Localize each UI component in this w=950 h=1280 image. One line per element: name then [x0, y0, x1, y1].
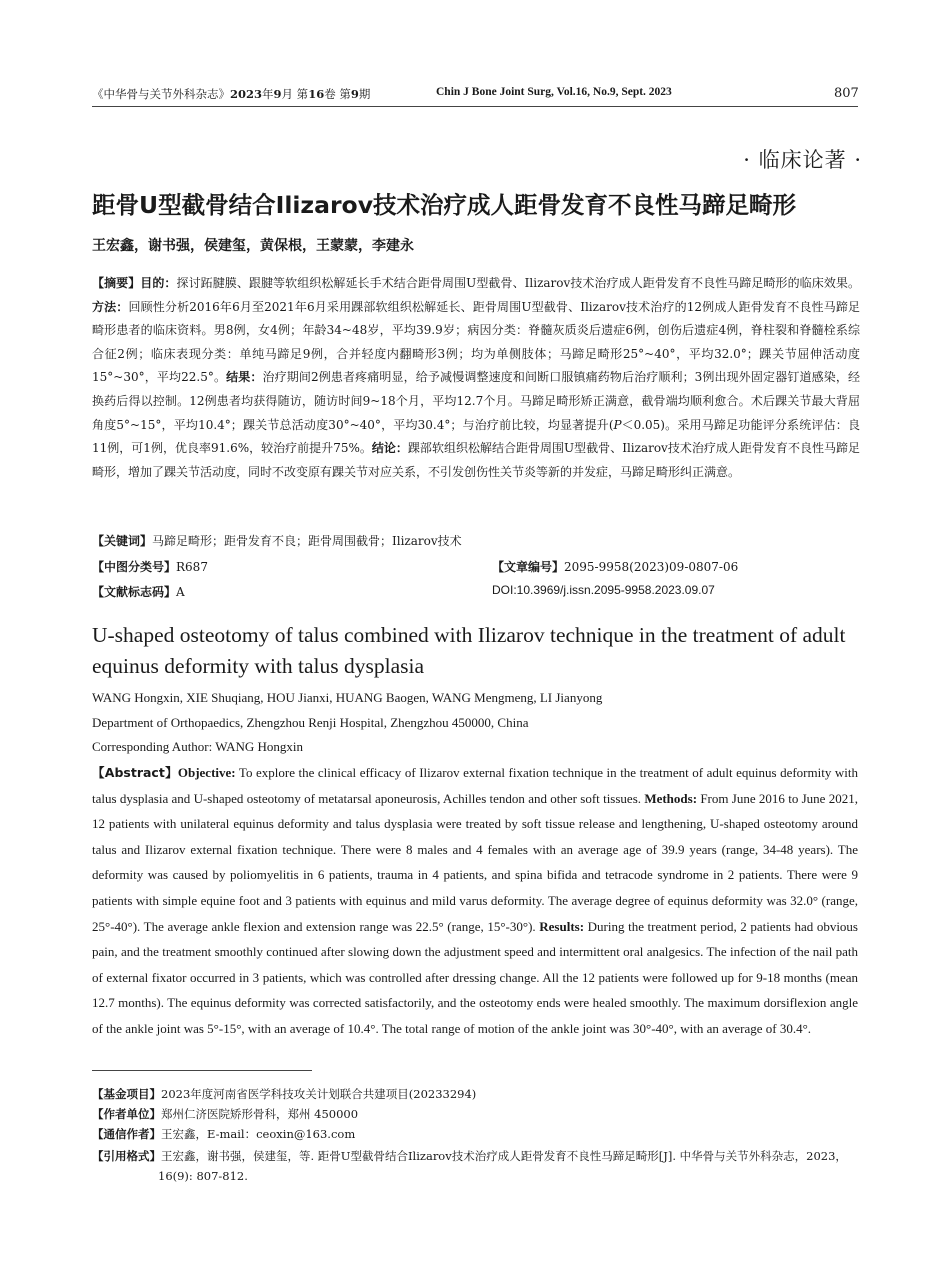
clc-value: R687 — [176, 560, 208, 574]
methods-label-en: Methods: — [644, 790, 698, 806]
header-issue-unit: 期 — [358, 87, 371, 101]
keywords-label: 【关键词】 — [92, 534, 153, 548]
fund-label: 【基金项目】 — [92, 1087, 161, 1101]
abstract-label-en: 【Abstract】 — [92, 765, 178, 780]
objective-label-en: Objective: — [177, 765, 236, 780]
document-code — [92, 583, 185, 600]
abstract-en — [92, 760, 858, 1042]
footnote-fund — [92, 1086, 476, 1102]
unit-text: 郑州仁济医院矫形骨科，郑州 450000 — [161, 1107, 359, 1121]
footnote-divider — [92, 1070, 312, 1071]
footnote-corresponding — [92, 1126, 355, 1142]
results-label-zh: 结果： — [226, 370, 263, 385]
citation-label: 【引用格式】 — [92, 1149, 161, 1163]
journal-name-zh: 《中华骨与关节外科杂志》 — [92, 87, 230, 101]
running-header-journal-en: Chin J Bone Joint Surg, Vol.16, No.9, Sept. 2023 — [436, 86, 672, 98]
header-year: 2023 — [230, 87, 263, 101]
header-divider — [92, 106, 858, 107]
corresponding-label: 【通信作者】 — [92, 1127, 161, 1141]
conclusion-text-zh: 踝部软组织松解结合距骨周围U型截骨、Ilizarov技术治疗成人距骨发育不良性马蹄足畸形，增加了踝关节活动度，同时不改变原有踝关节对应关系，不引发创伤性关节炎等新的并发症，马蹄足畸形纠正满意。 — [92, 441, 860, 479]
methods-text-zh: 回顾性分析2016年6月至2021年6月采用踝部软组织松解延长、距骨周围U型截骨、Ilizarov技术治疗的12例成人距骨发育不良性马蹄足畸形患者的临床资料。男8例，女4例；年龄34~48岁，平均39.9岁；病因分类：脊髓灰质炎后遗症6例，创伤后遗症4例，脊柱裂和脊髓栓系综合征2例；临床表现分类：单纯马蹄足9例，合并轻度内翻畸形3例；均为单侧肢体；马蹄足畸形25°~40°，平均32.0°；踝关节屈伸活动度15°~30°，平均22.5°。 — [92, 299, 860, 385]
article-title-en: U-shaped osteotomy of talus combined with Ilizarov technique in the treatment of adult equinus deformity with talus dysplasia — [92, 623, 846, 678]
department-en: Department of Orthopaedics, Zhengzhou Renji Hospital, Zhengzhou 450000, China — [92, 715, 529, 730]
methods-label-zh: 方法： — [92, 299, 129, 314]
footnote-citation — [92, 1146, 860, 1186]
citation-text-cont: 16(9): 807-812. — [158, 1169, 248, 1183]
abstract-zh — [92, 272, 860, 484]
keywords — [92, 532, 462, 549]
clc-label: 【中图分类号】 — [92, 560, 177, 574]
p-value-symbol: P — [613, 417, 622, 432]
authors-zh: 王宏鑫，谢书强，侯建玺，黄保根，王蒙蒙，李建永 — [92, 238, 414, 254]
conclusion-label-zh: 结论： — [371, 441, 408, 456]
results-text-en: During the treatment period, 2 patients had obvious pain, and the treatment smoothly continued after slowing down the adjustment speed and intermittent oral analgesics. The infection of the nail path of external fixator occurred in 3 patients, which was controlled after dressing change. All the 12 patients were followed up for 9-18 months (mean 12.7 months). The equinus deformity was corrected satisfactorily, and the osteotomy ends were healed smoothly. The maximum dorsiflexion angle of the ankle joint was 5°-15°, with an average of 10.4°. The total range of motion of the ankle joint was 30°-40°, with an average of 30.4°. — [92, 918, 858, 1036]
keywords-text: 马蹄足畸形；距骨发育不良；距骨周围截骨；Ilizarov技术 — [152, 534, 462, 548]
doi: DOI:10.3969/j.issn.2095-9958.2023.09.07 — [492, 583, 715, 597]
objective-text-en: To explore the clinical efficacy of Ilizarov external fixation technique in the treatment of adult equinus deformity with talus dysplasia and U-shaped osteotomy of metatarsal aponeurosis, Achilles tendon and other soft tissues. — [92, 765, 858, 806]
article-number-label: 【文章编号】 — [492, 560, 565, 574]
running-header-journal — [92, 86, 370, 102]
header-month-unit: 月 第 — [281, 87, 309, 101]
abstract-label-zh: 【摘要】 — [92, 276, 141, 290]
document-code-value: A — [176, 585, 185, 599]
methods-text-en: From June 2016 to June 2021, 12 patients with unilateral equinus deformity and talus dysplasia were treated by soft tissue release and lengthening, U-shaped osteotomy around talus and Ilizarov external fixation technique. There were 8 males and 4 females with an average age of 39.9 years (range, 34-48 years). The deformity was caused by poliomyelitis in 6 patients, trauma in 4 patients, and spina bifida and tetracode syndrome in 2 patients. There were 9 patients with simple equine foot and 3 patients with equinus and mild varus deformity. The average degree of equinus deformity was 32.0° (range, 25°-40°). The average ankle flexion and extension range was 22.5° (range, 15°-30°). — [92, 790, 858, 934]
footnote-unit — [92, 1106, 358, 1122]
clc-number — [92, 558, 208, 575]
objective-label-zh: 目的： — [140, 276, 177, 290]
article-number — [492, 558, 738, 575]
header-month: 9 — [273, 87, 282, 101]
document-code-label: 【文献标志码】 — [92, 585, 177, 599]
section-tag: · 临床论著 · — [743, 148, 862, 172]
authors-en: WANG Hongxin, XIE Shuqiang, HOU Jianxi, HUANG Baogen, WANG Mengmeng, LI Jianyong — [92, 690, 603, 705]
article-title-zh: 距骨U型截骨结合Ilizarov技术治疗成人距骨发育不良性马蹄足畸形 — [92, 191, 797, 219]
header-volume: 16 — [308, 87, 325, 101]
header-issue: 9 — [350, 87, 359, 101]
fund-text: 2023年度河南省医学科技攻关计划联合共建项目(20233294) — [161, 1087, 477, 1101]
header-volume-unit: 卷 第 — [324, 87, 351, 101]
results-text-zh: 治疗期间2例患者疼痛明显，给予减慢调整速度和间断口服镇痛药物后治疗顺利；3例出现外固定器钉道感染，经换药后得以控制。12例患者均获得随访，随访时间9~18个月，平均12.7个月。马蹄足畸形矫正满意，截骨端均顺利愈合。术后踝关节最大背屈角度5°~15°，平均10.4°；踝关节总活动度30°~40°，平均30.4°；与治疗前比较，均显著提升( — [92, 370, 860, 432]
results-text-zh-cont: ＜0.05)。采用马蹄足功能评分系统评估：良11例，可1例，优良率91.6%，较治疗前提升75%。 — [92, 417, 860, 456]
article-number-value: 2095-9958(2023)09-0807-06 — [564, 560, 739, 574]
page-number: 807 — [834, 86, 859, 101]
citation-text: 王宏鑫，谢书强，侯建玺，等. 距骨U型截骨结合Ilizarov技术治疗成人距骨发育不良性马蹄足畸形[J]. 中华骨与关节外科杂志，2023， — [161, 1149, 847, 1163]
unit-label: 【作者单位】 — [92, 1107, 161, 1121]
corresponding-author-en: Corresponding Author: WANG Hongxin — [92, 739, 304, 754]
objective-text-zh: 探讨跖腱膜、跟腱等软组织松解延长手术结合距骨周围U型截骨、Ilizarov技术治疗成人距骨发育不良性马蹄足畸形的临床效果。 — [176, 276, 860, 290]
corresponding-text: 王宏鑫，E-mail：ceoxin@163.com — [161, 1127, 356, 1141]
header-year-unit: 年 — [262, 87, 274, 101]
results-label-en: Results: — [539, 918, 585, 934]
